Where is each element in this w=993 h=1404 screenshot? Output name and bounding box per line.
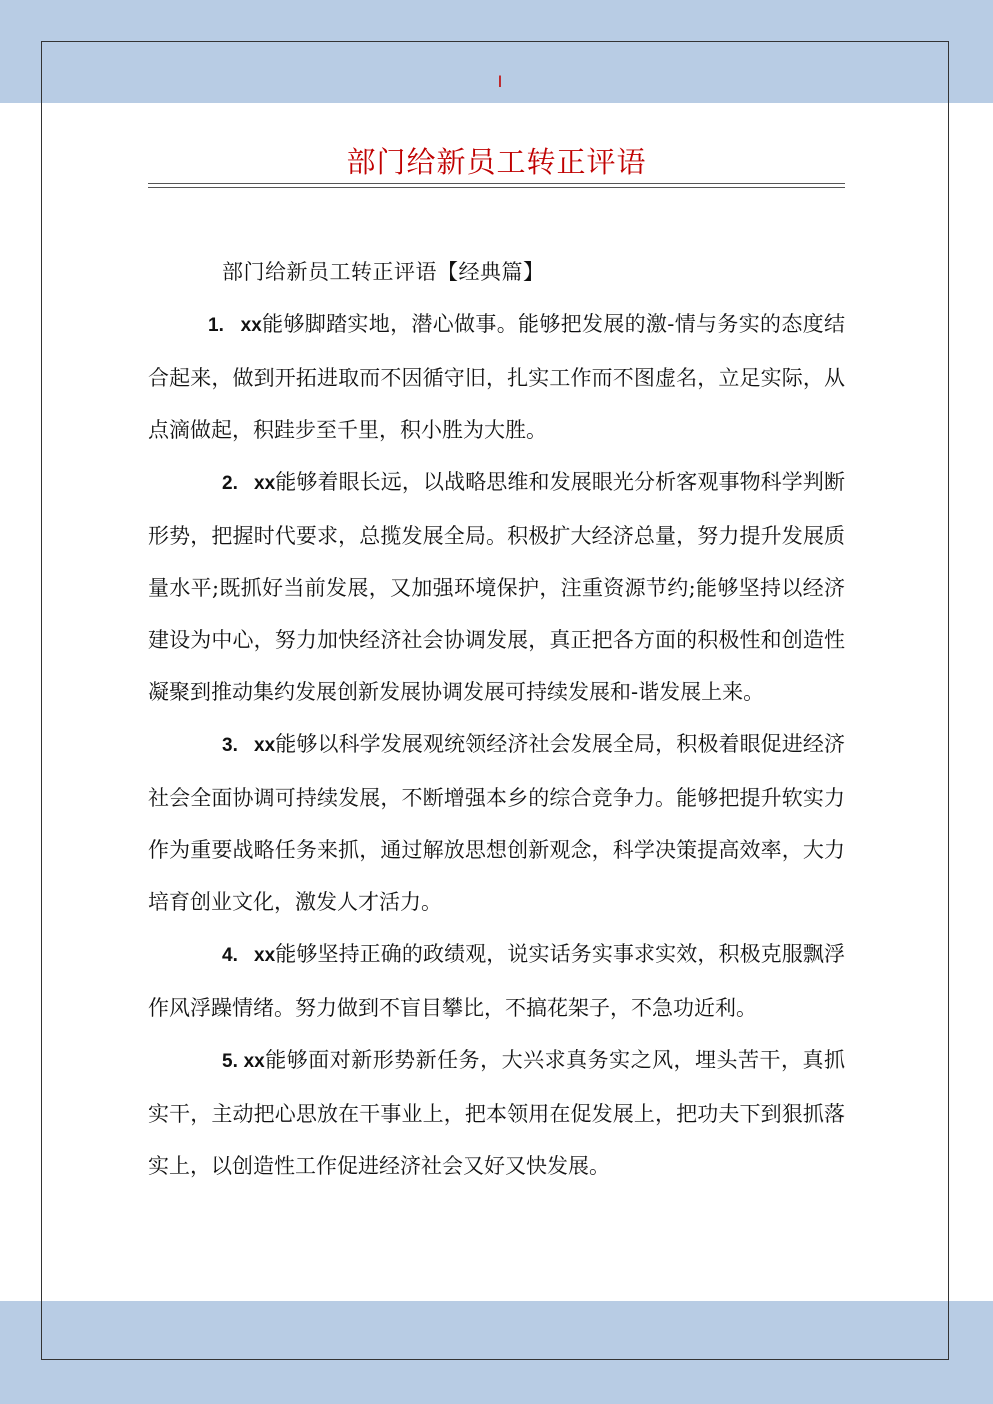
- title-rule-bottom: [148, 187, 845, 188]
- item-number: 3. xx: [222, 735, 276, 756]
- document-body: [148, 246, 845, 1192]
- document-title: 部门给新员工转正评语: [346, 145, 647, 179]
- document-subtitle: 部门给新员工转正评语【经典篇】: [222, 260, 545, 284]
- paragraph-3: [148, 718, 845, 928]
- item-text: 能够坚持正确的政绩观，说实话务实事求实效，积极克服飘浮作风浮躁情绪。努力做到不盲目攀比，不搞花架子，不急功近利。: [148, 942, 845, 1020]
- paragraph-2: [148, 456, 845, 718]
- paragraph-5: [148, 1034, 845, 1192]
- item-text: 能够着眼长远，以战略思维和发展眼光分析客观事物科学判断形势，把握时代要求，总揽发展全局。积极扩大经济总量，努力提升发展质量水平;既抓好当前发展，又加强环境保护，注重资源节约;能够坚持以经济建设为中心，努力加快经济社会协调发展，真正把各方面的积极性和创造性凝聚到推动集约发展创新发展协调发展可持续发展和-谐发展上来。: [148, 470, 845, 704]
- item-text: 能够脚踏实地，潜心做事。能够把发展的激-情与务实的态度结合起来，做到开拓进取而不因循守旧，扎实工作而不图虚名，立足实际，从点滴做起，积跬步至千里，积小胜为大胜。: [148, 312, 845, 442]
- title-rule-top: [148, 183, 845, 184]
- header-mark: I: [497, 72, 503, 91]
- item-number: 4. xx: [222, 945, 276, 966]
- paragraph-1: [148, 298, 845, 456]
- paragraph-4: [148, 928, 845, 1034]
- item-text: 能够面对新形势新任务，大兴求真务实之风，埋头苦干，真抓实干，主动把心思放在干事业上，把本领用在促发展上，把功夫下到狠抓落实上，以创造性工作促进经济社会又好又快发展。: [148, 1048, 845, 1178]
- item-number: 2. xx: [222, 473, 276, 494]
- item-text: 能够以科学发展观统领经济社会发展全局，积极着眼促进经济社会全面协调可持续发展，不断增强本乡的综合竞争力。能够把提升软实力作为重要战略任务来抓，通过解放思想创新观念，科学决策提高效率，大力培育创业文化，激发人才活力。: [148, 732, 845, 914]
- item-number: 5. xx: [222, 1051, 265, 1072]
- item-number: 1. xx: [208, 315, 262, 336]
